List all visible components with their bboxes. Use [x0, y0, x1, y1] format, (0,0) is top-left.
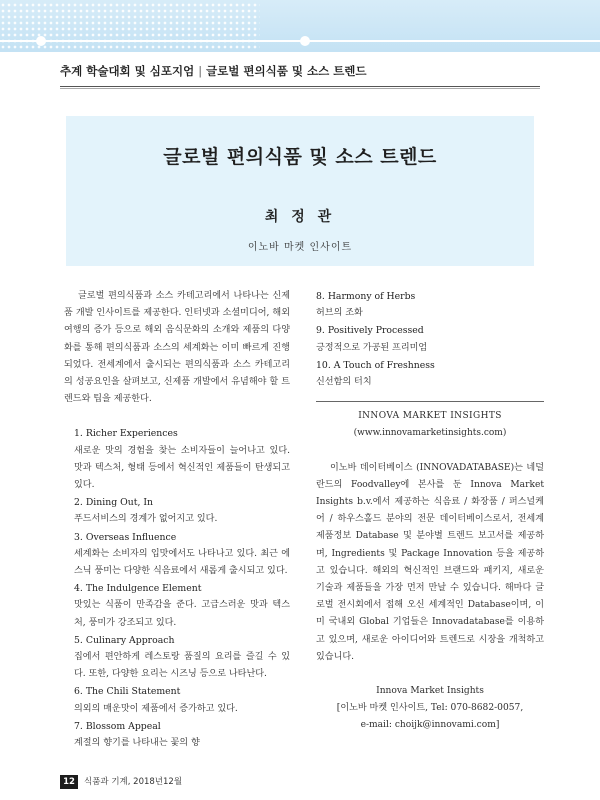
trend-body: 계절의 향기를 나타내는 꽃의 향	[74, 738, 200, 749]
top-decorative-band	[0, 0, 600, 52]
trend-body: 푸드서비스의 경계가 없어지고 있다.	[74, 514, 218, 525]
company-description: 이노바 데이터베이스 (INNOVADATABASE)는 네덜란드의 Foodvalley에 본사를 둔 Innova Market Insights b.v.에서 제공하는 식음료 / 화장품 / 퍼스널케어 / 하우스홀드 분야의 전문 데이터베이스로서, 전세계 제품정보 Database 및 분야별 트렌드 보고서를 제공하며, Ingredients 및 Package Innovation 등을 제공하고 있습니다. 해외의 혁신적인 브랜드와 패키지, 새로운 기술과 제품들을 가장 먼저 만날 수 있습니다. 해마다 글로벌 전시회에서 접해 오신 세계적인 Database이며, 이미 국내외 Global 기업들은 Innovadatabase를 이용하고 있으며, 새로운 아이디어와 트렌드로 시장을 개척하고 있습니다.	[316, 462, 544, 662]
source-name: INNOVA MARKET INSIGHTS	[358, 411, 502, 422]
trend-heading: 1. Richer Experiences	[74, 428, 178, 440]
trend-body: 의외의 매운맛이 제품에서 증가하고 있다.	[74, 703, 238, 714]
left-column	[64, 288, 290, 752]
article-affiliation: 이노바 마켓 인사이트	[247, 242, 353, 253]
trend-item	[316, 357, 544, 391]
trend-body: 긍정적으로 가공된 프리미엄	[316, 342, 428, 353]
page-number: 12	[60, 775, 78, 789]
trend-body: 세계화는 소비자의 입맛에서도 나타나고 있다. 최근 에스닉 풍미는 다양한 식음료에서 새롭게 출시되고 있다.	[74, 548, 290, 577]
trend-body: 허브의 조화	[316, 308, 363, 319]
band-dot	[300, 36, 310, 46]
trend-item	[64, 529, 290, 581]
article-author: 최 정 관	[264, 209, 336, 225]
trend-item	[64, 632, 290, 684]
trend-heading: 10. A Touch of Freshness	[316, 359, 435, 371]
header-separator: |	[198, 64, 203, 78]
trend-body: 신선함의 터치	[316, 377, 372, 388]
trend-item	[64, 425, 290, 494]
trend-heading: 6. The Chili Statement	[74, 686, 181, 698]
source-block	[316, 401, 544, 442]
trend-body: 집에서 편안하게 레스토랑 품질의 요리를 즐길 수 있다. 또한, 다양한 요리는 시즈닝 등으로 나타난다.	[74, 652, 290, 680]
trend-heading: 7. Blossom Appeal	[74, 720, 161, 732]
contact-company: Innova Market Insights	[376, 686, 484, 697]
trend-heading: 9. Positively Processed	[316, 325, 424, 337]
trend-body: 새로운 맛의 경험을 찾는 소비자들이 늘어나고 있다. 맛과 텍스처, 형태 등에서 혁신적인 제품들이 탄생되고 있다.	[74, 445, 290, 491]
trend-item	[64, 718, 290, 752]
trend-heading: 8. Harmony of Herbs	[316, 291, 416, 302]
running-header	[60, 60, 367, 82]
trend-heading: 2. Dining Out, In	[74, 497, 154, 509]
trend-heading: 5. Culinary Approach	[74, 634, 175, 646]
header-section: 추계 학술대회 및 심포지엄	[60, 64, 195, 78]
band-dot	[36, 36, 46, 46]
trend-heading: 4. The Indulgence Element	[74, 583, 202, 595]
intro-paragraph: 글로벌 편의식품과 소스 카테고리에서 나타나는 신제품 개발 인사이트를 제공한다. 인터넷과 소셜미디어, 해외여행의 증가 등으로 해외 음식문화의 소개와 제품의 다양화를 통해 편의식품과 소스의 세계화는 이미 빠르게 진행되었다. 전세계에서 출시되는 편의식품과 소스 카테고리의 성공요인을 살펴보고, 신제품 개발에서 유념해야 할 트렌드와 팁을 제공한다.	[64, 291, 290, 405]
source-url: (www.innovamarketinsights.com)	[353, 428, 507, 439]
trend-item	[64, 494, 290, 528]
trend-item	[64, 683, 290, 717]
article-title: 글로벌 편의식품 및 소스 트렌드	[163, 146, 437, 168]
right-column	[316, 288, 544, 735]
contact-phone: [이노바 마켓 인사이트, Tel: 070-8682-0057,	[336, 703, 524, 714]
trend-item	[316, 288, 544, 322]
contact-email: e-mail: choijk@innovami.com]	[360, 720, 500, 731]
header-rule-thin	[60, 88, 540, 89]
trend-heading: 3. Overseas Influence	[74, 531, 177, 543]
footer-publication: 식품과 기계, 2018년12월	[84, 777, 183, 787]
trend-item	[316, 322, 544, 356]
header-topic: 글로벌 편의식품 및 소스 트렌드	[206, 64, 367, 78]
trend-body: 맛있는 식품이 만족감을 준다. 고급스러운 맛과 텍스처, 풍미가 강조되고 있다.	[74, 600, 290, 628]
trend-item	[64, 580, 290, 632]
header-rule	[60, 86, 540, 87]
